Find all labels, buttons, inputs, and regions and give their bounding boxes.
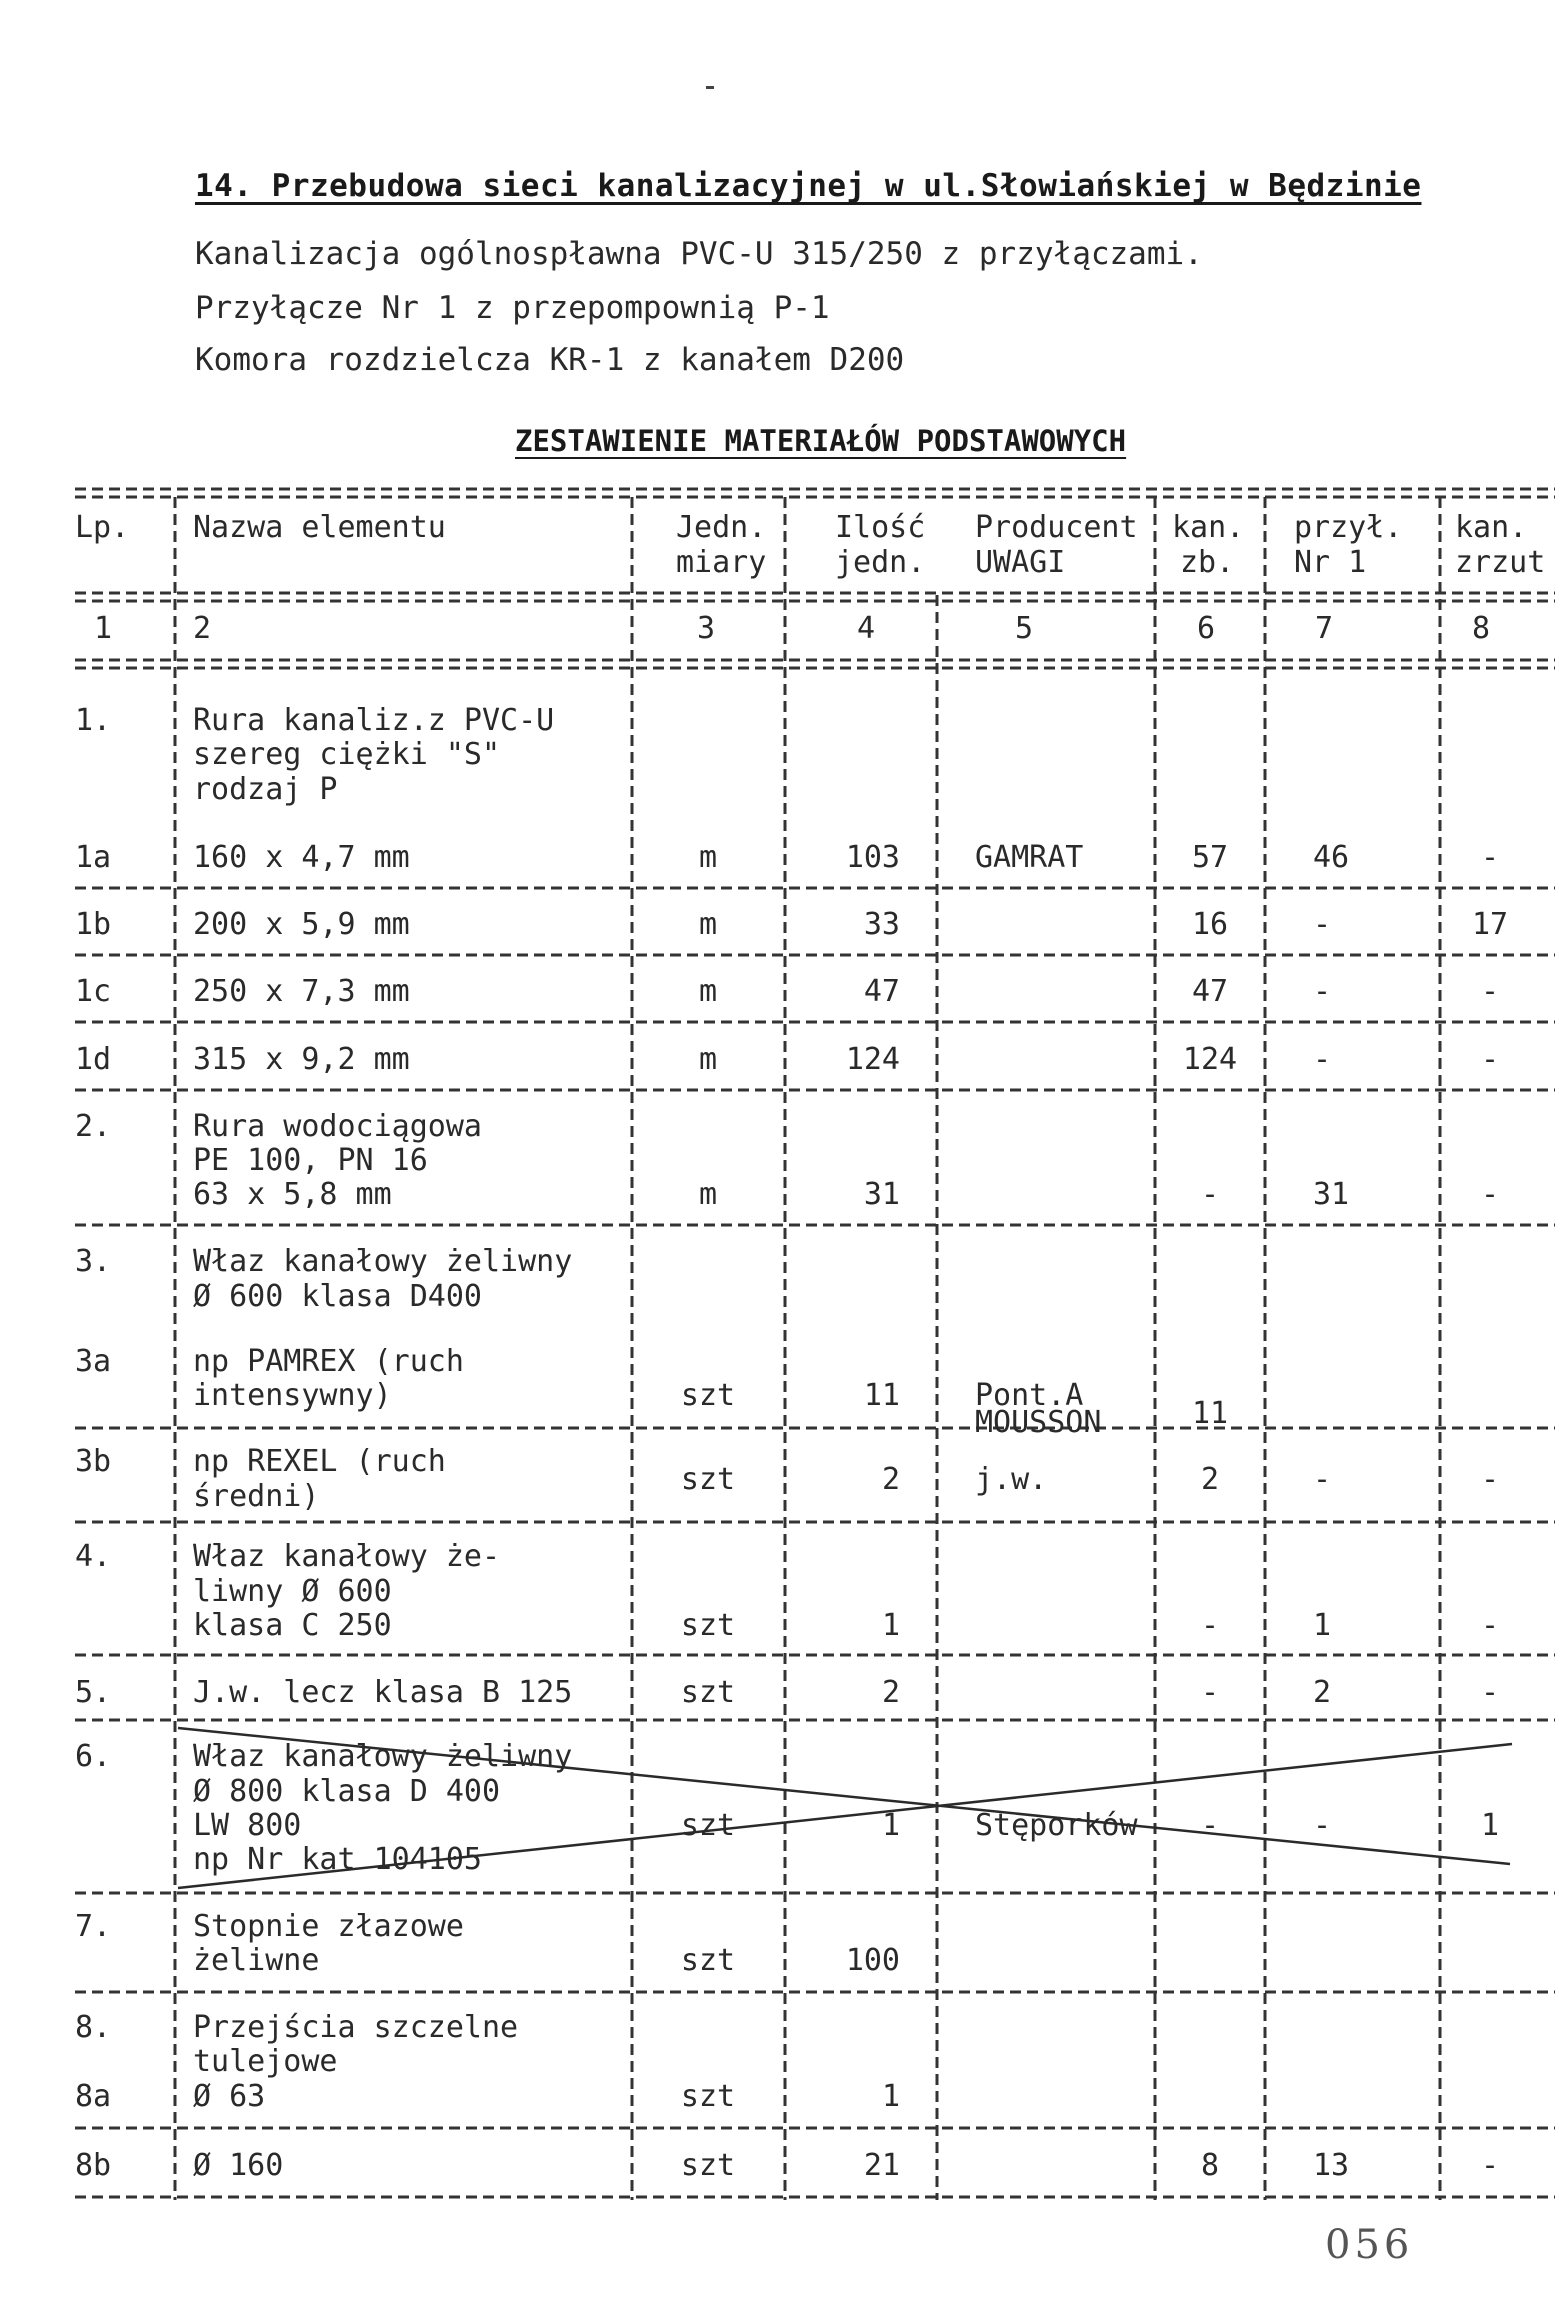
table-cell-lp: 8b [75, 2148, 112, 2183]
table-cell-lp: 8a [75, 2079, 112, 2114]
table-cell-kan: 16 [1191, 907, 1229, 942]
col-header-kan-line2: zb. [1180, 545, 1235, 580]
table-cell-zrzut: 17 [1471, 907, 1509, 942]
table-cell-przyl: - [1313, 907, 1332, 942]
table-cell-qty: 31 [863, 1177, 900, 1212]
table-cell-zrzut: - [1480, 1177, 1500, 1212]
description-line-1: Kanalizacja ogólnospławna PVC-U 315/250 z przyłączami. [195, 236, 1203, 272]
table-cell-name: klasa C 250 [193, 1608, 392, 1643]
table-cell-name: Rura wodociągowa [193, 1109, 482, 1144]
table-cell-qty: 124 [845, 1042, 900, 1077]
table-cell-name: średni) [193, 1479, 320, 1514]
table-cell-lp: 3. [75, 1244, 112, 1279]
table-cell-name: intensywny) [193, 1378, 392, 1413]
table-cell-przyl: - [1313, 1462, 1332, 1497]
table-cell-przyl: - [1313, 1042, 1332, 1077]
table-cell-name: 315 x 9,2 mm [193, 1042, 410, 1077]
table-cell-lp: 1d [75, 1042, 112, 1077]
table-cell-name: 250 x 7,3 mm [193, 974, 410, 1009]
table-cell-qty: 1 [881, 2079, 900, 2114]
table-cell-zrzut: - [1480, 1608, 1500, 1643]
col-number: 1 [94, 611, 113, 646]
table-cell-kan: 8 [1200, 2148, 1220, 2183]
table-cell-przyl: 2 [1313, 1675, 1332, 1710]
table-cell-zrzut: - [1480, 1675, 1500, 1710]
table-cell-name: Właz kanałowy że- [193, 1539, 501, 1574]
table-cell-qty: 100 [845, 1943, 900, 1978]
table-cell-unit: m [698, 1042, 718, 1077]
table-cell-name: żeliwne [193, 1943, 320, 1978]
table-cell-lp: 1a [75, 840, 112, 875]
scan-speck [706, 86, 714, 89]
col-header-zrzut-line2: zrzut [1455, 545, 1546, 580]
table-cell-qty: 21 [863, 2148, 900, 2183]
col-header-lp: Lp. [75, 510, 130, 545]
col-header-zrzut-line1: kan. [1455, 510, 1528, 545]
table-cell-kan: - [1200, 1808, 1220, 1843]
table-cell-lp: 8. [75, 2010, 112, 2045]
table-cell-prod: Stęporków [975, 1808, 1138, 1843]
col-header-przyl-line1: przył. [1294, 510, 1403, 545]
table-cell-name: np Nr kat 104105 [193, 1842, 482, 1877]
table-cell-qty: 47 [863, 974, 900, 1009]
table-cell-zrzut: - [1480, 1042, 1500, 1077]
table-cell-zrzut: - [1480, 974, 1500, 1009]
table-cell-unit: m [698, 907, 718, 942]
table-cell-kan: 57 [1191, 840, 1229, 875]
description-line-2: Przyłącze Nr 1 z przepompownią P-1 [195, 290, 830, 326]
table-cell-unit: m [698, 840, 718, 875]
table-cell-name: LW 800 [193, 1808, 302, 1843]
table-cell-name: np REXEL (ruch [193, 1444, 446, 1479]
table-cell-lp: 3b [75, 1444, 112, 1479]
table-cell-name: 200 x 5,9 mm [193, 907, 410, 942]
table-cell-qty: 11 [863, 1378, 900, 1413]
table-cell-name: rodzaj P [193, 772, 338, 807]
table-cell-name: 160 x 4,7 mm [193, 840, 410, 875]
table-cell-unit: m [698, 1177, 718, 1212]
col-header-qty-line1: Ilość [835, 510, 926, 545]
table-cell-kan: 124 [1182, 1042, 1238, 1077]
col-header-producer-line1: Producent [975, 510, 1138, 545]
table-cell-qty: 1 [881, 1808, 900, 1843]
table-cell-prod: j.w. [975, 1462, 1048, 1497]
table-cell-przyl: 13 [1313, 2148, 1350, 2183]
table-cell-przyl: - [1313, 974, 1332, 1009]
table-cell-przyl: 46 [1313, 840, 1350, 875]
col-header-przyl-line2: Nr 1 [1294, 545, 1367, 580]
table-cell-lp: 5. [75, 1675, 112, 1710]
table-cell-name: Ø 800 klasa D 400 [193, 1774, 501, 1809]
col-number: 2 [193, 611, 212, 646]
table-title: ZESTAWIENIE MATERIAŁÓW PODSTAWOWYCH [515, 424, 1127, 458]
table-cell-unit: szt [680, 1675, 736, 1710]
table-cell-zrzut: - [1480, 840, 1500, 875]
table-cell-kan: 11 [1191, 1396, 1229, 1431]
table-cell-lp: 2. [75, 1109, 112, 1144]
col-header-name: Nazwa elementu [193, 510, 446, 545]
table-cell-unit: szt [680, 1608, 736, 1643]
table-cell-qty: 2 [881, 1675, 900, 1710]
table-cell-przyl: - [1313, 1808, 1332, 1843]
col-header-producer-line2: UWAGI [975, 545, 1066, 580]
table-cell-zrzut: - [1480, 1462, 1500, 1497]
table-cell-lp: 7. [75, 1909, 112, 1944]
table-cell-name: Właz kanałowy żeliwny [193, 1244, 573, 1279]
table-cell-prod: MOUSSON [975, 1405, 1102, 1440]
table-cell-name: Stopnie złazowe [193, 1909, 464, 1944]
description-line-3: Komora rozdzielcza KR-1 z kanałem D200 [195, 342, 905, 378]
table-cell-kan: - [1200, 1675, 1220, 1710]
table-cell-przyl: 1 [1313, 1608, 1332, 1643]
table-cell-prod: GAMRAT [975, 840, 1084, 875]
table-cell-prod: Pont.A [975, 1378, 1084, 1413]
table-cell-zrzut: - [1480, 2148, 1500, 2183]
col-number: 3 [697, 611, 716, 646]
table-cell-name: np PAMREX (ruch [193, 1344, 464, 1379]
table-cell-name: J.w. lecz klasa B 125 [193, 1675, 573, 1710]
table-cell-unit: szt [680, 1943, 736, 1978]
table-cell-unit: m [698, 974, 718, 1009]
col-number: 7 [1315, 611, 1334, 646]
table-cell-lp: 6. [75, 1739, 112, 1774]
table-cell-name: PE 100, PN 16 [193, 1143, 428, 1178]
table-cell-qty: 2 [881, 1462, 900, 1497]
table-cell-qty: 33 [863, 907, 900, 942]
table-cell-przyl: 31 [1313, 1177, 1350, 1212]
table-cell-unit: szt [680, 1378, 736, 1413]
table-cell-name: Ø 600 klasa D400 [193, 1279, 482, 1314]
table-cell-name: 63 x 5,8 mm [193, 1177, 392, 1212]
table-cell-kan: - [1200, 1608, 1220, 1643]
table-cell-name: Przejścia szczelne [193, 2010, 519, 2045]
col-number: 5 [1015, 611, 1034, 646]
col-header-kan-line1: kan. [1172, 510, 1245, 545]
table-cell-lp: 1. [75, 703, 112, 738]
document-title: 14. Przebudowa sieci kanalizacyjnej w ul.Słowiańskiej w Będzinie [195, 168, 1422, 204]
table-cell-lp: 3a [75, 1344, 112, 1379]
table-cell-kan: 2 [1200, 1462, 1220, 1497]
table-cell-name: tulejowe [193, 2044, 338, 2079]
table-cell-lp: 1c [75, 974, 112, 1009]
table-cell-lp: 4. [75, 1539, 112, 1574]
table-cell-name: Ø 160 [193, 2148, 284, 2183]
col-header-qty-line2: jedn. [835, 545, 926, 580]
col-header-unit-line1: Jedn. [676, 510, 767, 545]
table-cell-kan: 47 [1191, 974, 1229, 1009]
table-cell-qty: 1 [881, 1608, 900, 1643]
table-cell-name: liwny Ø 600 [193, 1574, 392, 1609]
table-cell-kan: - [1200, 1177, 1220, 1212]
table-cell-qty: 103 [845, 840, 900, 875]
table-cell-unit: szt [680, 1808, 736, 1843]
col-number: 8 [1472, 611, 1491, 646]
table-cell-name: Rura kanaliz.z PVC-U [193, 703, 555, 738]
col-number: 4 [857, 611, 876, 646]
table-cell-name: Ø 63 [193, 2079, 266, 2114]
table-cell-unit: szt [680, 2079, 736, 2114]
table-cell-zrzut: 1 [1480, 1808, 1500, 1843]
col-number: 6 [1197, 611, 1216, 646]
table-cell-unit: szt [680, 2148, 736, 2183]
table-cell-lp: 1b [75, 907, 112, 942]
page-number: 056 [1325, 2222, 1414, 2268]
table-cell-name: Właz kanałowy żeliwny [193, 1739, 573, 1774]
col-header-unit-line2: miary [676, 545, 767, 580]
table-cell-unit: szt [680, 1462, 736, 1497]
table-cell-name: szereg ciężki "S" [193, 737, 501, 772]
